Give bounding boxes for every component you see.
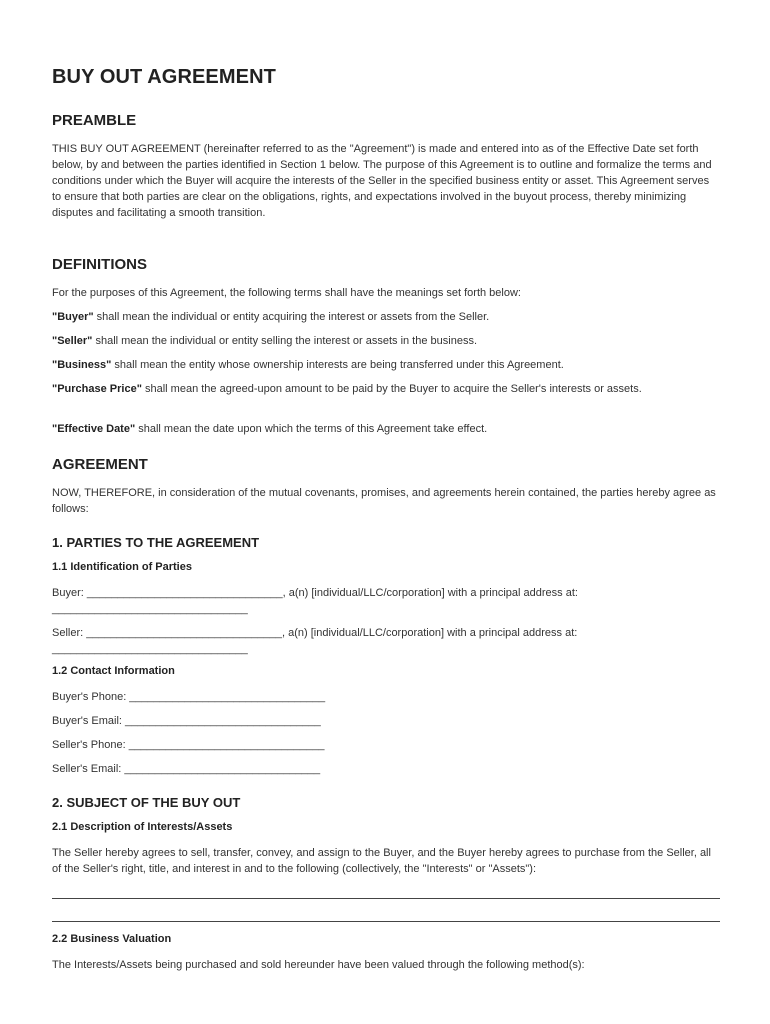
definition-text: shall mean the individual or entity selling the interest or assets in the business. [92, 335, 478, 347]
section-2-heading: 2. SUBJECT OF THE BUY OUT [52, 795, 241, 810]
definition-buyer [52, 309, 720, 325]
section-1-2-heading: 1.2 Contact Information [52, 665, 175, 677]
fill-in-line [52, 921, 720, 922]
definition-text: shall mean the entity whose ownership interests are being transferred under this Agreement. [111, 359, 564, 371]
agreement-heading: AGREEMENT [52, 456, 148, 473]
fill-in-line [52, 898, 720, 899]
definition-term: "Buyer" [52, 311, 94, 323]
definition-seller [52, 333, 720, 349]
definition-purchase-price [52, 381, 720, 397]
definition-term: "Purchase Price" [52, 383, 142, 395]
preamble-text: THIS BUY OUT AGREEMENT (hereinafter referred to as the "Agreement") is made and entered into as of the Effective Date set forth below, by and between the parties identified in Section 1 below. The purpose of this Agreement is to outline and formalize the terms and conditions under which the Buyer will acquire the interests of the Seller in the specified business entity or asset. This Agreement serves to ensure that both parties are clear on the obligations, rights, and expectations involved in the buyout process, thereby minimizing disputes and facilitating a smooth transition. [52, 143, 712, 219]
definition-term: "Business" [52, 359, 112, 371]
buyer-email-line: Buyer's Email: ________________________________ [52, 715, 321, 727]
definition-term: "Effective Date" [52, 423, 136, 435]
section-1-heading: 1. PARTIES TO THE AGREEMENT [52, 535, 260, 550]
section-2-2-text: The Interests/Assets being purchased and sold hereunder have been valued through the following method(s): [52, 959, 585, 971]
definitions-heading: DEFINITIONS [52, 256, 148, 273]
seller-email-line: Seller's Email: ________________________________ [52, 763, 321, 775]
preamble-heading: PREAMBLE [52, 112, 137, 129]
definition-text: shall mean the agreed-upon amount to be paid by the Buyer to acquire the Seller's interests or assets. [141, 383, 642, 395]
buyer-identification-line: Buyer: ________________________________, a(n) [individual/LLC/corporation] with a principal address at: ________________________________ [52, 587, 578, 615]
definition-effective-date [52, 421, 720, 437]
definition-term: "Seller" [52, 335, 93, 347]
section-2-1-heading: 2.1 Description of Interests/Assets [52, 821, 233, 833]
seller-identification-line: Seller: ________________________________, a(n) [individual/LLC/corporation] with a principal address at: ________________________________ [52, 627, 578, 655]
definition-business [52, 357, 720, 373]
definition-text: shall mean the individual or entity acquiring the interest or assets from the Seller. [93, 311, 490, 323]
section-2-2-heading: 2.2 Business Valuation [52, 933, 172, 945]
section-1-1-heading: 1.1 Identification of Parties [52, 561, 192, 573]
buyer-phone-line: Buyer's Phone: ________________________________ [52, 691, 326, 703]
seller-phone-line: Seller's Phone: ________________________________ [52, 739, 325, 751]
definition-text: shall mean the date upon which the terms of this Agreement take effect. [135, 423, 488, 435]
document-title: BUY OUT AGREEMENT [52, 66, 276, 88]
definitions-intro: For the purposes of this Agreement, the following terms shall have the meanings set forth below: [52, 287, 521, 299]
section-2-1-text: The Seller hereby agrees to sell, transfer, convey, and assign to the Buyer, and the Buyer hereby agrees to purchase from the Seller, all of the Seller's right, title, and interest in and to the following (collectively, the "Interests" or "Assets"): [52, 847, 711, 875]
agreement-text: NOW, THEREFORE, in consideration of the mutual covenants, promises, and agreements herein contained, the parties hereby agree as follows: [52, 487, 716, 515]
